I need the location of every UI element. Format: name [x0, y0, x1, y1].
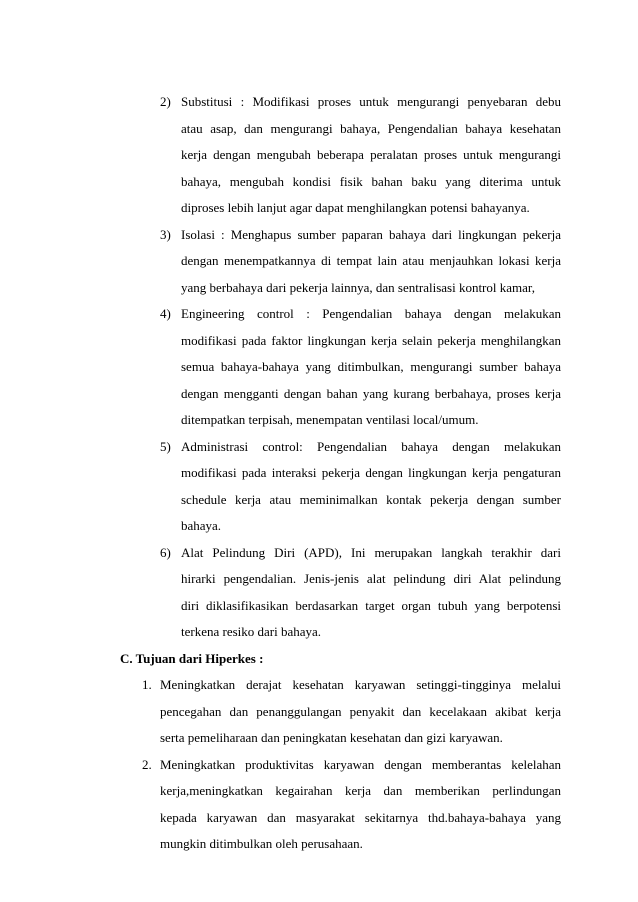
list-number: 1. [142, 677, 152, 692]
list-line: mungkin ditimbulkan oleh perusahaan. [160, 837, 363, 851]
section-heading: C. Tujuan dari Hiperkes : [120, 651, 264, 666]
list-line: serta pemeliharaan dan peningkatan kesehatan dan gizi karyawan. [160, 731, 503, 745]
list-number: 2. [142, 757, 152, 772]
list-line: bahaya. [181, 519, 222, 533]
list-line: semua bahaya-bahaya yang ditimbulkan, mengurangi sumber bahaya [181, 360, 561, 374]
list-line: diri diklasifikasikan berdasarkan target organ tubuh yang berpotensi [181, 599, 561, 613]
list-line: ditempatkan terpisah, menempatan ventilasi local/umum. [181, 413, 479, 427]
list-line: yang berbahaya dari pekerja lainnya, dan sentralisasi kontrol kamar, [181, 281, 535, 295]
list-line: Administrasi control: Pengendalian bahaya dengan melakukan [181, 440, 561, 454]
list-line: diproses lebih lanjut agar dapat menghilangkan potensi bahayanya. [181, 201, 530, 215]
list-line: bahaya, mengubah kondisi fisik bahan baku yang diterima untuk [181, 175, 561, 189]
list-line: Substitusi : Modifikasi proses untuk mengurangi penyebaran debu [181, 95, 561, 109]
list-number: 2) [160, 94, 171, 109]
list-line: Meningkatkan produktivitas karyawan dengan memberantas kelelahan [160, 758, 561, 772]
list-line: Engineering control : Pengendalian bahaya dengan melakukan [181, 307, 561, 321]
list-line: kerja dengan mengubah beberapa peralatan proses untuk mengurangi [181, 148, 561, 162]
list-line: atau asap, dan mengurangi bahaya, Pengendalian bahaya kesehatan [181, 122, 561, 136]
list-number: 3) [160, 227, 171, 242]
list-line: Meningkatkan derajat kesehatan karyawan setinggi-tingginya melalui [160, 678, 561, 692]
list-number: 6) [160, 545, 171, 560]
list-line: hirarki pengendalian. Jenis-jenis alat pelindung diri Alat pelindung [181, 572, 561, 586]
list-line: terkena resiko dari bahaya. [181, 625, 322, 639]
list-line: pencegahan dan penanggulangan penyakit dan kecelakaan akibat kerja [160, 705, 561, 719]
list-number: 4) [160, 306, 171, 321]
list-line: Isolasi : Menghapus sumber paparan bahaya dari lingkungan pekerja [181, 228, 561, 242]
list-line: modifikasi pada interaksi pekerja dengan lingkungan kerja pengaturan [181, 466, 561, 480]
list-line: kepada karyawan dan masyarakat sekitarnya thd.bahaya-bahaya yang [160, 811, 561, 825]
list-number: 5) [160, 439, 171, 454]
list-line: kerja,meningkatkan kegairahan kerja dan memberikan perlindungan [160, 784, 561, 798]
list-line: dengan menempatkannya di tempat lain atau menjauhkan lokasi kerja [181, 254, 561, 268]
list-line: Alat Pelindung Diri (APD), Ini merupakan langkah terakhir dari [181, 546, 561, 560]
list-line: modifikasi pada faktor lingkungan kerja selain pekerja menghilangkan [181, 334, 561, 348]
list-line: schedule kerja atau meminimalkan kontak pekerja dengan sumber [181, 493, 561, 507]
list-line: dengan mengganti dengan bahan yang kurang berbahaya, proses kerja [181, 387, 561, 401]
